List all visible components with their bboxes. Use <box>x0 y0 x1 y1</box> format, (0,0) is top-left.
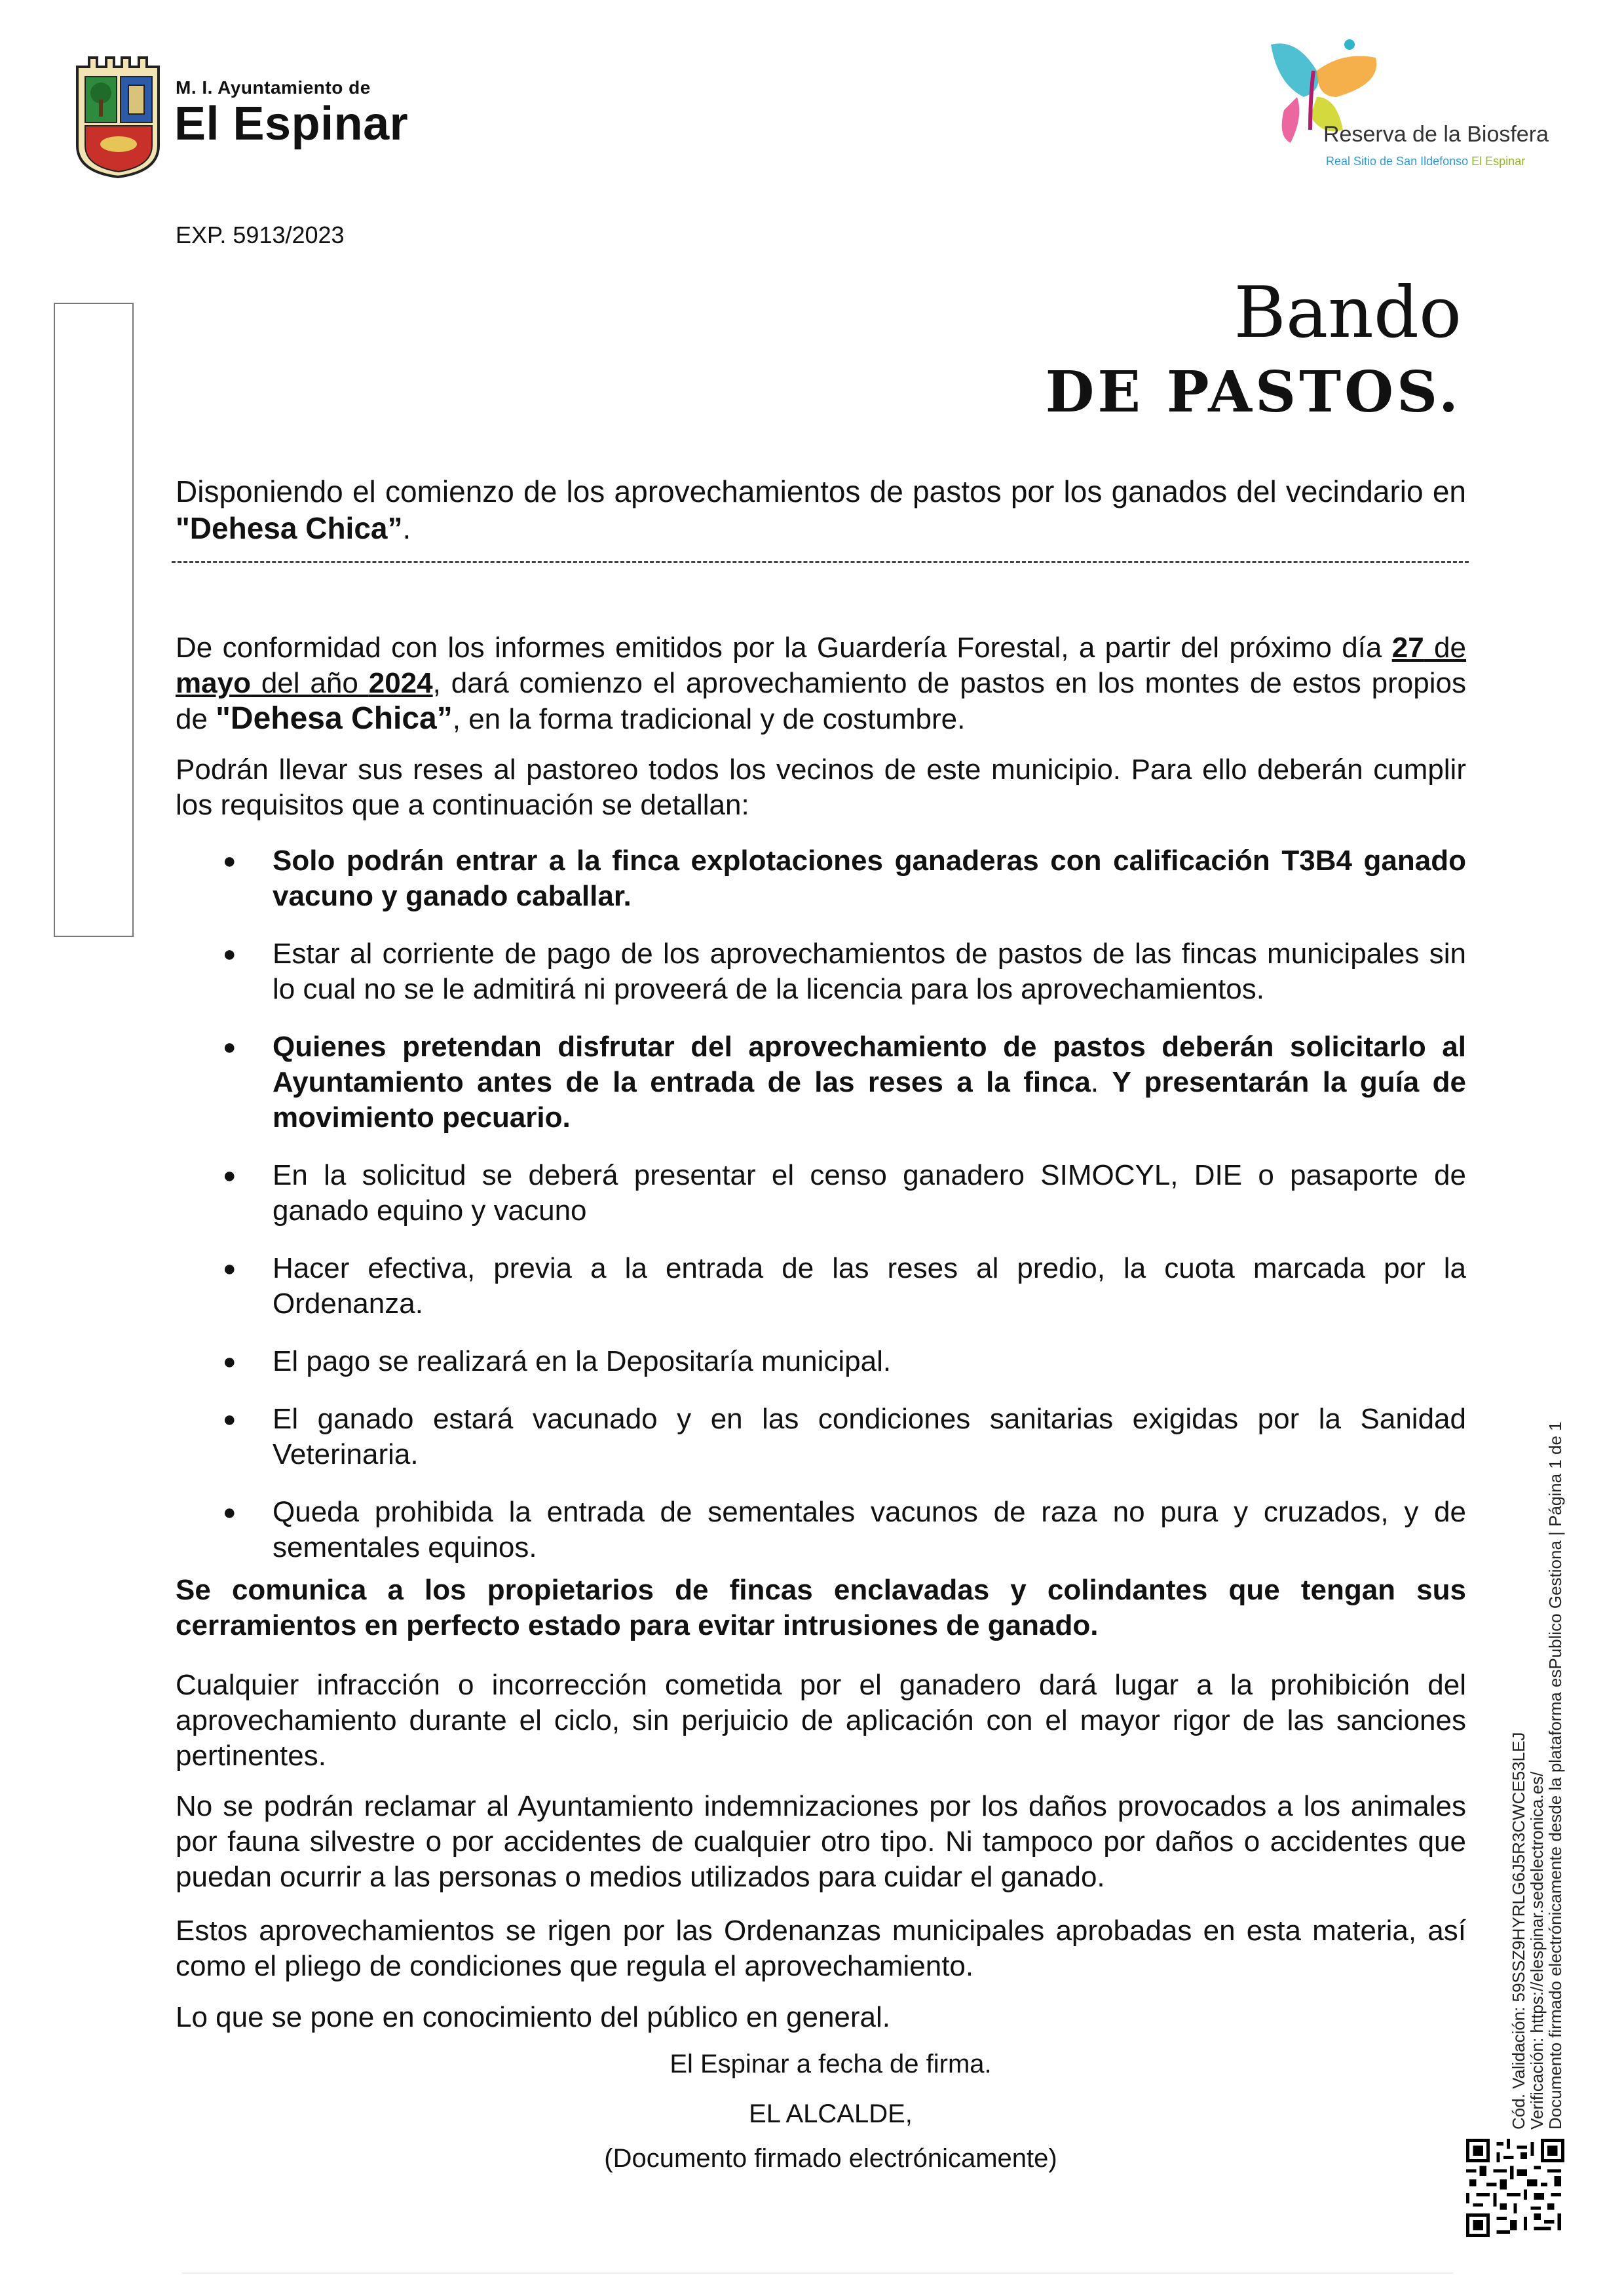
verification-platform: Documento firmado electrónicamente desde la plataforma esPublico Gestiona | Página 1 de 1 <box>1545 1421 1565 2130</box>
footer-rule <box>182 2272 1453 2274</box>
paragraph-liability: No se podrán reclamar al Ayuntamiento indemnizaciones por los daños provocados a los animales por fauna silvestre o por accidentes de cualquier otro tipo. Ni tampoco por daños o accidentes que puedan ocurrir a las personas o medios utilizados para cuidar el ganado. <box>176 1790 1466 1893</box>
signature-place-date: El Espinar a fecha de firma. <box>670 2050 992 2078</box>
list-item: ● Queda prohibida la entrada de sementales vacunos de raza no pura y cruzados, y de sementales equinos. <box>176 1495 1466 1565</box>
org-name: El Espinar <box>174 98 409 150</box>
list-item: ● Hacer efectiva, previa a la entrada de las reses al predio, la cuota marcada por la Ordenanza. <box>176 1251 1466 1322</box>
list-item: ● El ganado estará vacunado y en las condiciones sanitarias exigidas por la Sanidad Veterinaria. <box>176 1402 1466 1472</box>
list-item: ● En la solicitud se deberá presentar el censo ganadero SIMOCYL, DIE o pasaporte de ganado equino y vacuno <box>176 1158 1466 1229</box>
signature-role: EL ALCALDE, <box>749 2099 913 2128</box>
verification-code: Cód. Validación: 59SSZ9HYRLG6J5R3CWCE53LEJ <box>1509 1732 1528 2130</box>
dashed-divider <box>172 561 1469 563</box>
list-item: ● El pago se realizará en la Depositaría municipal. <box>176 1344 1466 1379</box>
qr-code-icon[interactable] <box>1466 2139 1564 2237</box>
signature-note: (Documento firmado electrónicamente) <box>604 2144 1057 2173</box>
paragraph-notice-owners: Se comunica a los propietarios de fincas enclavadas y colindantes que tengan sus cerramientos en perfecto estado para evitar intrusiones de ganado. <box>176 1574 1466 1641</box>
biosphere-title: Reserva de la Biosfera <box>1323 122 1549 147</box>
expedient-number: EXP. 5913/2023 <box>176 221 345 248</box>
verification-url[interactable]: Verificación: https://elespinar.sedelectronica.es/ <box>1527 1771 1547 2130</box>
biosphere-subtitle: Real Sitio de San Ildefonso El Espinar <box>1326 155 1526 168</box>
side-margin-box <box>54 303 134 937</box>
list-item: ● Solo podrán entrar a la finca explotaciones ganaderas con calificación T3B4 ganado vacuno y ganado caballar. <box>176 843 1466 914</box>
paragraph-ordinances: Estos aprovechamientos se rigen por las Ordenanzas municipales aprobadas en esta materia, así como el pliego de condiciones que regula el aprovechamiento. <box>176 1915 1466 1982</box>
document-title: Bando <box>1234 272 1462 354</box>
verification-text <box>1509 1421 1564 2130</box>
paragraph-infractions: Cualquier infracción o incorrección cometida por el ganadero dará lugar a la prohibición del aprovechamiento durante el ciclo, sin perjuicio de aplicación con el mayor rigor de las sanciones pertinentes. <box>176 1669 1466 1772</box>
document-subtitle: DE PASTOS. <box>1045 359 1462 425</box>
paragraph-start-date: De conformidad con los informes emitidos por la Guardería Forestal, a partir del próximo día 27 de mayo del año 2024, dará comienzo el aprovechamiento de pastos en los montes de estos propios de "Dehesa Chica”, en la forma tradicional y de costumbre. <box>176 632 1466 736</box>
list-item: ● Estar al corriente de pago de los aprovechamientos de pastos de las fincas municipales sin lo cual no se le admitirá ni proveerá de la licencia para los aprovechamientos. <box>176 936 1466 1007</box>
intro-paragraph: Disponiendo el comienzo de los aprovechamientos de pastos por los ganados del vecindario en "Dehesa Chica”. <box>176 474 1466 545</box>
list-item: ● Quienes pretendan disfrutar del aprovechamiento de pastos deberán solicitarlo al Ayuntamiento antes de la entrada de las reses a la finca. Y presentarán la guía de movimiento pecuario. <box>176 1029 1466 1136</box>
org-line-1: M. I. Ayuntamiento de <box>176 77 371 98</box>
paragraph-closing: Lo que se pone en conocimiento del público en general. <box>176 2001 891 2033</box>
paragraph-requirements-intro: Podrán llevar sus reses al pastoreo todos los vecinos de este municipio. Para ello deberán cumplir los requisitos que a continuación se detallan: <box>176 754 1466 821</box>
coat-of-arms-icon <box>72 41 164 178</box>
requirements-list <box>176 843 1466 1588</box>
